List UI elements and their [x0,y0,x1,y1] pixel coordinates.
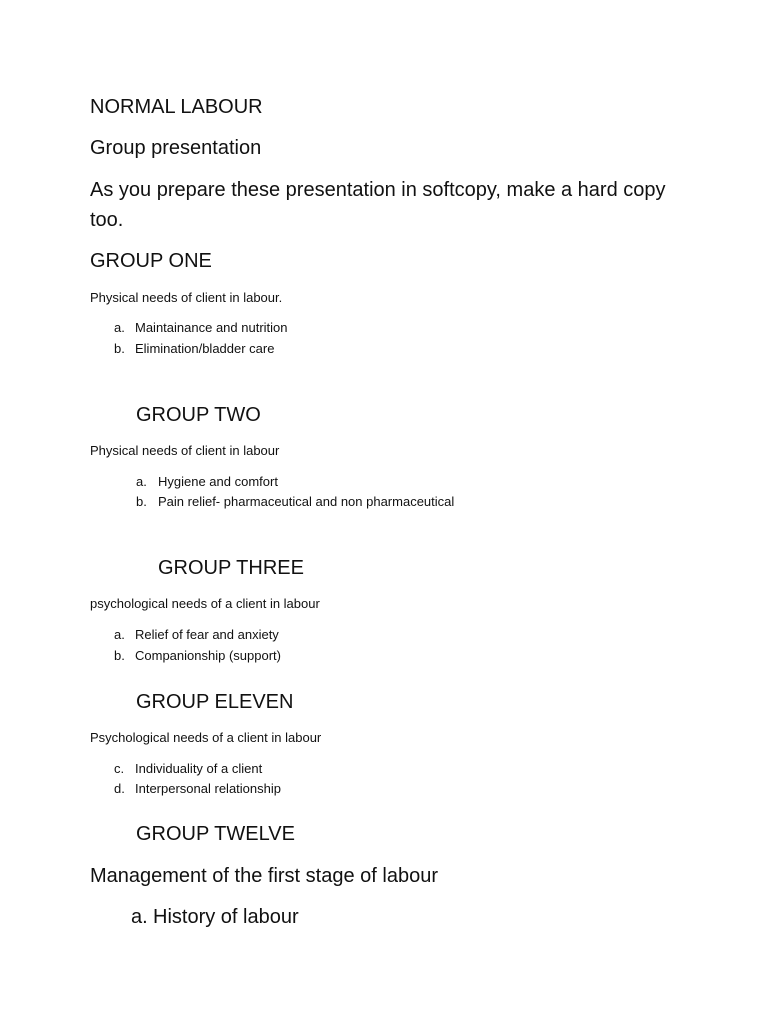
list-item-text: Individuality of a client [135,761,263,776]
list-item-text: Elimination/bladder care [135,341,275,356]
group-one-description: Physical needs of client in labour. [90,290,283,305]
document-subtitle: Group presentation [90,137,262,159]
list-marker: b. [114,341,125,356]
group-eleven-description: Psychological needs of a client in labour [90,730,322,745]
group-two-heading: GROUP TWO [136,404,261,426]
list-item-text: Hygiene and comfort [158,474,278,489]
group-three-heading: GROUP THREE [158,557,304,579]
group-twelve-heading: GROUP TWELVE [136,823,295,845]
list-item-text: Relief of fear and anxiety [135,627,279,642]
instruction-paragraph: As you prepare these presentation in softcopy, make a hard copy too. [90,179,666,231]
list-marker: a. [136,474,147,489]
group-two-description: Physical needs of client in labour [90,443,280,458]
list-marker: b. [136,494,147,509]
list-item-text: Pain relief- pharmaceutical and non pharmaceutical [158,494,455,509]
list-marker: a. [114,627,125,642]
list-marker: d. [114,781,125,796]
list-item-text: Interpersonal relationship [135,781,281,796]
list-marker: c. [114,761,125,776]
list-marker: b. [114,648,125,663]
list-marker: a. [114,320,125,335]
list-item-text: Maintainance and nutrition [135,320,288,335]
list-item-text: Companionship (support) [135,648,281,663]
list-marker: a. [131,906,148,928]
group-three-description: psychological needs of a client in labour [90,596,320,611]
group-eleven-heading: GROUP ELEVEN [136,691,294,713]
document-title: NORMAL LABOUR [90,96,263,118]
group-one-heading: GROUP ONE [90,250,212,272]
group-twelve-description: Management of the first stage of labour [90,865,438,887]
list-item-text: History of labour [153,906,299,928]
